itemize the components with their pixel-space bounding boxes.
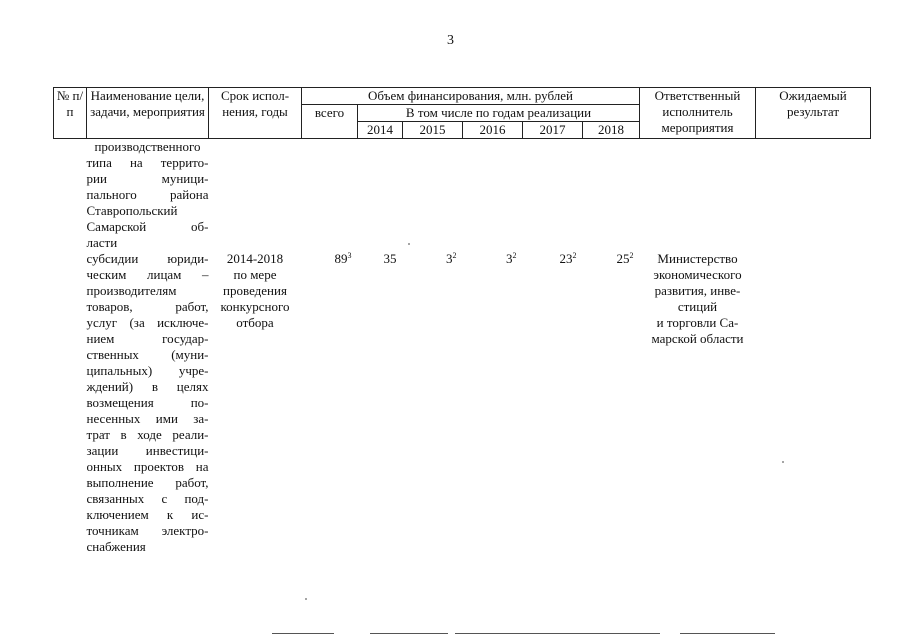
header-year-2018: 2018: [583, 122, 640, 139]
name-line: онных проектов на: [86, 459, 209, 474]
name-line: Ставропольский: [86, 203, 178, 218]
name-line: ческим лицам –: [86, 267, 209, 282]
cell-2015: [403, 139, 463, 556]
name-line: Самарской об-: [86, 219, 209, 234]
name-line: производителям: [86, 283, 177, 298]
name-line: зации инвестици-: [86, 443, 209, 458]
responsible-line: и торговли Са-: [656, 315, 739, 330]
term-line: конкурсного: [220, 299, 290, 314]
program-table: [53, 87, 871, 555]
header-funding: Объем финансирования, млн. рублей: [302, 88, 640, 105]
name-line: ключением к ис-: [86, 507, 209, 522]
name-line: типа на террито-: [86, 155, 209, 170]
cell-2016: [463, 139, 523, 556]
cell-2018: [583, 139, 640, 556]
header-by-years: В том числе по годам реализации: [358, 105, 640, 122]
responsible-line: развития, инве-: [654, 283, 741, 298]
cell-name: [87, 139, 209, 556]
cell-term: [209, 139, 302, 556]
name-line: ственных (муни-: [86, 347, 209, 362]
scan-line: [455, 633, 660, 634]
header-year-2014: 2014: [358, 122, 403, 139]
name-line: товаров, работ,: [86, 299, 209, 314]
cell-responsible: [640, 139, 756, 556]
responsible-line: стиций: [677, 299, 718, 314]
name-line: возмещения по-: [86, 395, 209, 410]
header-responsible: Ответственный исполнитель мероприятия: [640, 88, 756, 139]
name-line: связанных с под-: [86, 491, 209, 506]
scan-speck: [782, 461, 784, 463]
scan-speck: [408, 243, 410, 245]
name-line: ципальных) учре-: [86, 363, 209, 378]
table-row: [54, 139, 871, 556]
name-line: услуг (за исключе-: [86, 315, 209, 330]
name-line: снабжения: [86, 539, 146, 554]
name-line: несенных ими за-: [86, 411, 209, 426]
name-line: ласти: [86, 235, 118, 250]
scan-line: [680, 633, 775, 634]
value-2015: 3: [446, 251, 453, 266]
footnote-mark: 2: [512, 251, 517, 260]
name-line: рии муници-: [86, 171, 209, 186]
header-result: Ожидаемый результат: [756, 88, 871, 139]
name-line: ждений) в целях: [86, 379, 209, 394]
header-term: Срок испол-нения, годы: [209, 88, 302, 139]
cell-2017: [523, 139, 583, 556]
footnote-mark: 3: [347, 251, 352, 260]
scan-line: [272, 633, 334, 634]
name-line: выполнение работ,: [86, 475, 209, 490]
term-line: 2014-2018: [226, 251, 284, 266]
name-line: субсидии юриди-: [86, 251, 209, 266]
header-total: всего: [302, 105, 358, 139]
value-total: 89: [334, 251, 348, 266]
name-line: производственного: [94, 139, 201, 154]
name-line: трат в ходе реали-: [86, 427, 209, 442]
header-year-2017: 2017: [523, 122, 583, 139]
cell-num: [54, 139, 87, 556]
term-line: по мере: [233, 267, 277, 282]
cell-total: [302, 139, 358, 556]
cell-result: [756, 139, 871, 556]
name-line: нием государ-: [86, 331, 209, 346]
term-line: отбора: [236, 315, 274, 330]
header-year-2015: 2015: [403, 122, 463, 139]
scan-line: [370, 633, 448, 634]
responsible-line: экономического: [653, 267, 742, 282]
value-2018: 25: [616, 251, 630, 266]
term-line: проведения: [223, 283, 287, 298]
page-number: 3: [447, 33, 454, 48]
responsible-line: Министерство: [657, 251, 738, 266]
value-2016: 3: [506, 251, 513, 266]
footnote-mark: 2: [629, 251, 634, 260]
scan-speck: [305, 598, 307, 600]
footnote-mark: 2: [572, 251, 577, 260]
header-num: № п/п: [54, 88, 87, 139]
header-name: Наименование цели, задачи, мероприятия: [87, 88, 209, 139]
cell-2014: [358, 139, 403, 556]
responsible-line: марской области: [651, 331, 744, 346]
header-year-2016: 2016: [463, 122, 523, 139]
footnote-mark: 2: [452, 251, 457, 260]
value-2017: 23: [559, 251, 573, 266]
name-line: точникам электро-: [86, 523, 209, 538]
name-line: пального района: [86, 187, 209, 202]
value-2014: 35: [383, 251, 397, 266]
